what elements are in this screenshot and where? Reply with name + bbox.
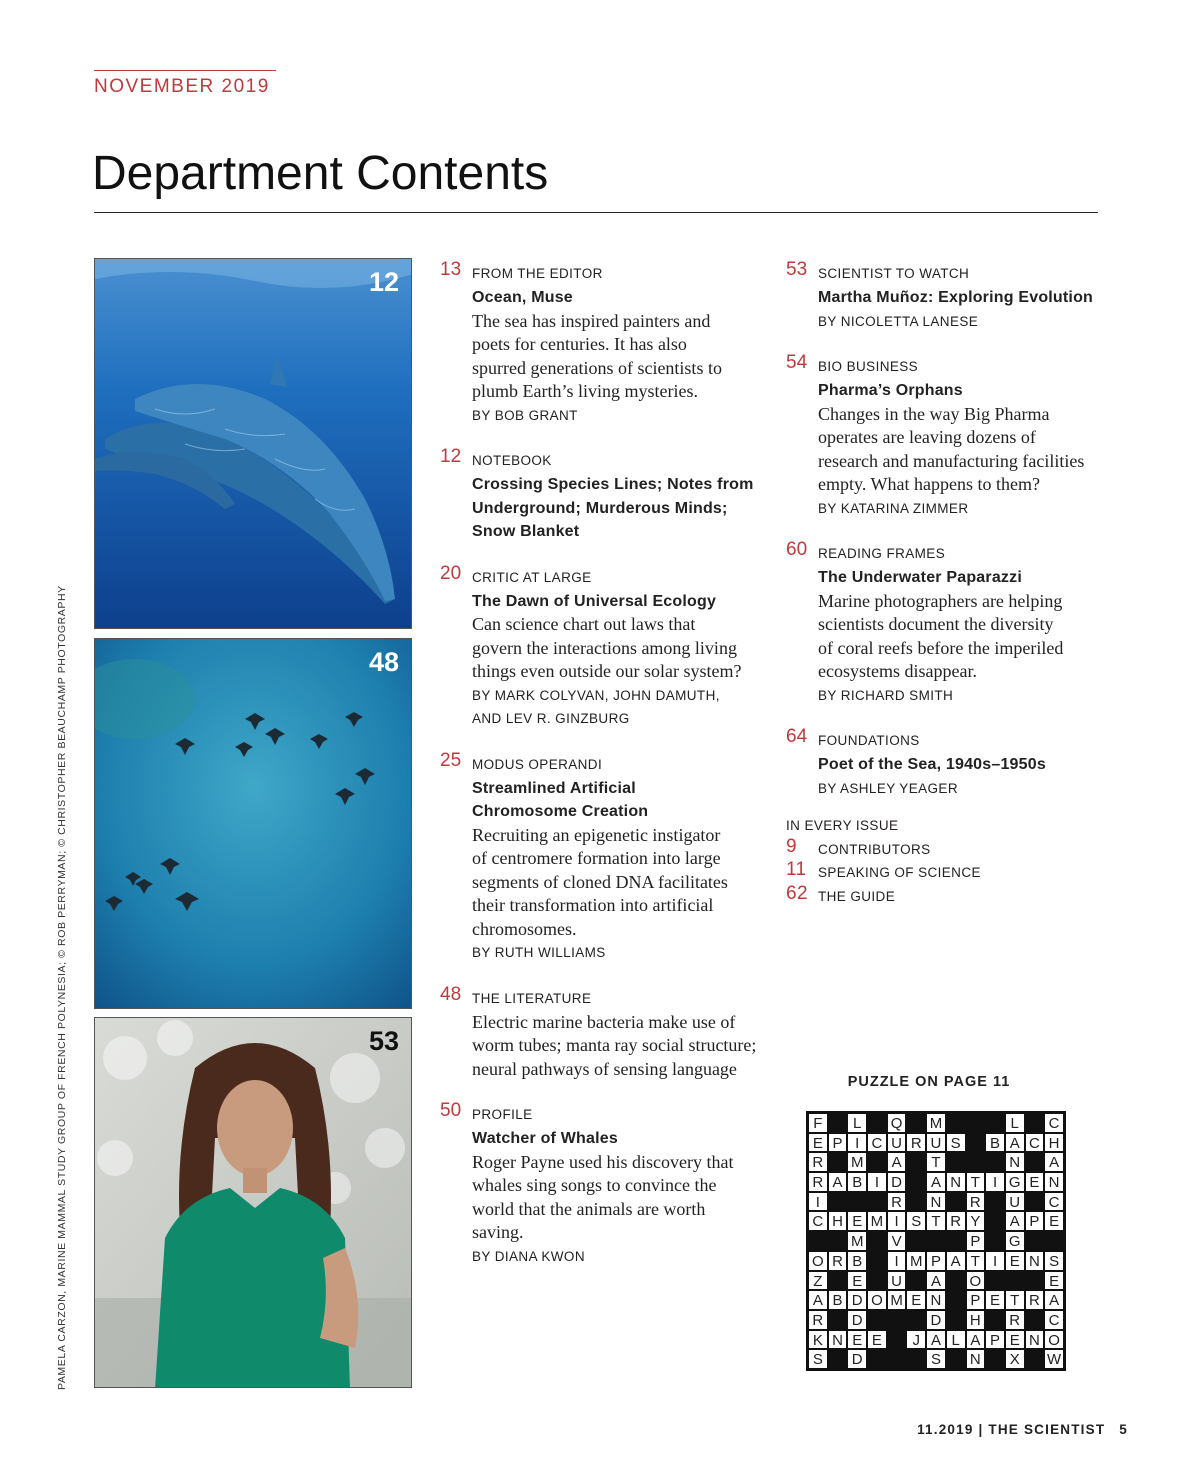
crossword-letter-cell: I	[985, 1251, 1005, 1271]
crossword-black-cell	[985, 1192, 1005, 1212]
article-byline: BY RICHARD SMITH	[818, 687, 954, 703]
crossword-black-cell	[985, 1113, 1005, 1133]
crossword-black-cell	[985, 1211, 1005, 1231]
crossword-black-cell	[1025, 1231, 1045, 1251]
article-byline: BY ASHLEY YEAGER	[818, 780, 958, 796]
crossword-letter-cell: O	[966, 1271, 986, 1291]
crossword-letter-cell: C	[1025, 1133, 1045, 1153]
article-description: of centromere formation into large	[472, 848, 721, 868]
crossword-black-cell	[946, 1231, 966, 1251]
crossword-black-cell	[1025, 1271, 1045, 1291]
article-description: segments of cloned DNA facilitates	[472, 871, 728, 892]
issue-date: NOVEMBER 2019	[94, 76, 270, 97]
crossword-letter-cell: F	[808, 1113, 828, 1133]
crossword-letter-cell: P	[828, 1133, 848, 1153]
crossword-letter-cell: I	[985, 1172, 1005, 1192]
crossword-letter-cell: R	[966, 1192, 986, 1212]
crossword-letter-cell: N	[1044, 1172, 1064, 1192]
article-byline: AND LEV R. GINZBURG	[472, 711, 630, 726]
crossword-black-cell	[926, 1231, 946, 1251]
crossword-letter-cell: N	[926, 1192, 946, 1212]
crossword-letter-cell: A	[1044, 1290, 1064, 1310]
department-name: BIO BUSINESS	[818, 359, 919, 374]
article-description: whales sing songs to convince the	[472, 1175, 717, 1195]
crossword-letter-cell: I	[867, 1172, 887, 1192]
crossword-black-cell	[828, 1192, 848, 1212]
article-headline: The Underwater Paparazzi	[818, 569, 1022, 586]
contents-entry[interactable]	[786, 726, 1116, 800]
article-description: things even outside our solar system?	[472, 661, 742, 681]
article-headline: Martha Muñoz: Exploring Evolution	[818, 289, 1094, 306]
article-byline: BY KATARINA ZIMMER	[818, 500, 969, 516]
crossword-letter-cell: A	[1005, 1133, 1025, 1153]
article-byline: BY RUTH WILLIAMS	[472, 945, 606, 960]
crossword-letter-cell: E	[906, 1290, 926, 1310]
crossword-letter-cell: J	[906, 1330, 926, 1350]
crossword-letter-cell: M	[847, 1152, 867, 1172]
crossword-black-cell	[828, 1113, 848, 1133]
article-headline: Underground; Murderous Minds;	[472, 499, 728, 517]
every-issue-item[interactable]	[786, 861, 1116, 885]
page-number: 50	[440, 1100, 462, 1121]
article-description: Changes in the way Big Pharma	[818, 403, 1050, 424]
crossword-black-cell	[1025, 1152, 1045, 1172]
department-name: NOTEBOOK	[472, 453, 552, 468]
crossword-letter-cell: R	[1005, 1310, 1025, 1330]
page-number: 20	[440, 562, 462, 584]
crossword-letter-cell: H	[828, 1211, 848, 1231]
crossword-letter-cell: T	[926, 1152, 946, 1172]
crossword-letter-cell: C	[808, 1211, 828, 1231]
crossword-letter-cell: B	[847, 1251, 867, 1271]
article-headline: Snow Blanket	[472, 523, 580, 540]
article-byline: BY BOB GRANT	[472, 407, 578, 423]
article-headline: The Dawn of Universal Ecology	[472, 592, 717, 610]
crossword-letter-cell: E	[847, 1330, 867, 1350]
crossword-letter-cell: D	[926, 1310, 946, 1330]
crossword-letter-cell: T	[926, 1211, 946, 1231]
crossword-letter-cell: I	[847, 1133, 867, 1153]
crossword-letter-cell: B	[847, 1172, 867, 1192]
article-description: Roger Payne used his discovery that	[472, 1151, 734, 1172]
crossword-letter-cell: A	[808, 1290, 828, 1310]
article-description: ecosystems disappear.	[818, 661, 977, 681]
crossword-black-cell	[867, 1113, 887, 1133]
crossword-letter-cell: S	[946, 1133, 966, 1153]
crossword-letter-cell: E	[1044, 1271, 1064, 1291]
crossword-letter-cell: L	[847, 1113, 867, 1133]
crossword-letter-cell: E	[867, 1330, 887, 1350]
article-description: operates are leaving dozens of	[818, 427, 1036, 447]
crossword-black-cell	[906, 1271, 926, 1291]
crossword-black-cell	[985, 1231, 1005, 1251]
crossword-letter-cell: O	[808, 1251, 828, 1271]
crossword-grid	[806, 1111, 1066, 1371]
page-title: Department Contents	[92, 147, 549, 200]
crossword-black-cell	[906, 1192, 926, 1212]
article-description: neural pathways of sensing language	[472, 1058, 737, 1079]
crossword-letter-cell: E	[1005, 1251, 1025, 1271]
crossword-black-cell	[985, 1271, 1005, 1291]
crossword-black-cell	[906, 1172, 926, 1192]
crossword-letter-cell: A	[1044, 1152, 1064, 1172]
crossword-black-cell	[966, 1133, 986, 1153]
every-issue-section	[786, 814, 1116, 908]
crossword-black-cell	[1025, 1349, 1045, 1369]
crossword-letter-cell: L	[1005, 1113, 1025, 1133]
crossword-letter-cell: A	[966, 1330, 986, 1350]
crossword-black-cell	[828, 1231, 848, 1251]
crossword-letter-cell: B	[985, 1133, 1005, 1153]
crossword-letter-cell: M	[867, 1211, 887, 1231]
crossword-letter-cell: N	[1005, 1152, 1025, 1172]
crossword-letter-cell: C	[867, 1133, 887, 1153]
page-footer	[917, 1422, 1128, 1437]
article-description: scientists document the diversity	[818, 614, 1054, 634]
article-headline: Streamlined Artificial	[472, 779, 636, 797]
article-byline: BY DIANA KWON	[472, 1248, 585, 1264]
crossword-letter-cell: D	[847, 1290, 867, 1310]
contents-entry[interactable]	[440, 259, 780, 427]
crossword-letter-cell: N	[1025, 1330, 1045, 1350]
crossword-letter-cell: U	[887, 1271, 907, 1291]
contents-entry[interactable]	[440, 983, 780, 1082]
crossword-letter-cell: Z	[808, 1271, 828, 1291]
article-description: spurred generations of scientists to	[472, 357, 722, 378]
crossword-black-cell	[887, 1330, 907, 1350]
crossword-letter-cell: M	[906, 1251, 926, 1271]
crossword-black-cell	[906, 1310, 926, 1330]
photo-page-number: 48	[368, 647, 399, 677]
article-byline: BY MARK COLYVAN, JOHN DAMUTH,	[472, 687, 720, 703]
crossword-letter-cell: E	[847, 1211, 867, 1231]
crossword-black-cell	[985, 1152, 1005, 1172]
crossword-letter-cell: B	[828, 1290, 848, 1310]
crossword-letter-cell: Q	[887, 1113, 907, 1133]
crossword-black-cell	[867, 1192, 887, 1212]
crossword-letter-cell: I	[887, 1251, 907, 1271]
crossword-letter-cell: E	[1044, 1211, 1064, 1231]
crossword-black-cell	[1005, 1271, 1025, 1291]
page-number: 60	[786, 539, 808, 560]
article-description: poets for centuries. It has also	[472, 334, 687, 354]
crossword-letter-cell: R	[808, 1310, 828, 1330]
article-description: plumb Earth’s living mysteries.	[472, 381, 698, 401]
crossword-letter-cell: T	[966, 1172, 986, 1192]
department-name: READING FRAMES	[818, 546, 946, 561]
crossword-black-cell	[1044, 1231, 1064, 1251]
footer-issue: 11.2019 | THE SCIENTIST	[917, 1422, 1106, 1437]
crossword-letter-cell: U	[1005, 1192, 1025, 1212]
article-description: research and manufacturing facilities	[818, 450, 1085, 471]
crossword-letter-cell: H	[1044, 1133, 1064, 1153]
crossword-letter-cell: E	[985, 1290, 1005, 1310]
puzzle-label: PUZZLE ON PAGE 11	[847, 1074, 1011, 1090]
article-description: saving.	[472, 1222, 524, 1242]
contents-entry[interactable]	[440, 1100, 780, 1268]
crossword-black-cell	[906, 1152, 926, 1172]
crossword-black-cell	[985, 1310, 1005, 1330]
department-name: FOUNDATIONS	[818, 733, 920, 748]
crossword-letter-cell: I	[887, 1211, 907, 1231]
crossword-letter-cell: E	[1005, 1330, 1025, 1350]
crossword-letter-cell: N	[1025, 1251, 1045, 1271]
crossword-letter-cell: Y	[966, 1211, 986, 1231]
crossword-black-cell	[867, 1349, 887, 1369]
crossword-letter-cell: V	[887, 1231, 907, 1251]
page-number: 12	[440, 446, 462, 467]
crossword-letter-cell: S	[926, 1349, 946, 1369]
crossword-letter-cell: L	[946, 1330, 966, 1350]
article-description: their transformation into artificial	[472, 895, 714, 915]
crossword-black-cell	[867, 1231, 887, 1251]
crossword-letter-cell: N	[946, 1172, 966, 1192]
department-name: THE LITERATURE	[472, 990, 592, 1006]
department-name: PROFILE	[472, 1107, 533, 1122]
crossword-letter-cell: W	[1044, 1349, 1064, 1369]
item-label: THE GUIDE	[818, 888, 896, 904]
crossword-letter-cell: H	[966, 1310, 986, 1330]
crossword-black-cell	[1025, 1113, 1045, 1133]
issue-date-rule	[94, 70, 276, 71]
crossword-letter-cell: P	[966, 1231, 986, 1251]
department-name: FROM THE EDITOR	[472, 266, 603, 281]
department-name: MODUS OPERANDI	[472, 756, 603, 772]
crossword-black-cell	[847, 1192, 867, 1212]
crossword-black-cell	[887, 1310, 907, 1330]
crossword-letter-cell: O	[867, 1290, 887, 1310]
article-byline: BY NICOLETTA LANESE	[818, 313, 979, 329]
page-number: 48	[440, 983, 462, 1005]
crossword-black-cell	[1025, 1310, 1045, 1330]
crossword-letter-cell: A	[887, 1152, 907, 1172]
crossword-black-cell	[828, 1349, 848, 1369]
crossword-black-cell	[887, 1349, 907, 1369]
article-description: Marine photographers are helping	[818, 590, 1063, 611]
crossword-black-cell	[946, 1349, 966, 1369]
crossword-letter-cell: A	[926, 1330, 946, 1350]
crossword-black-cell	[1025, 1192, 1045, 1212]
crossword-letter-cell: C	[1044, 1310, 1064, 1330]
crossword-letter-cell: D	[887, 1172, 907, 1192]
crossword-letter-cell: G	[1005, 1172, 1025, 1192]
item-label: CONTRIBUTORS	[818, 841, 931, 857]
crossword-black-cell	[946, 1310, 966, 1330]
contents-left-column	[440, 259, 780, 1268]
crossword-black-cell	[966, 1113, 986, 1133]
crossword-letter-cell: A	[926, 1172, 946, 1192]
crossword-letter-cell: U	[926, 1133, 946, 1153]
page-number: 54	[786, 352, 808, 373]
crossword-letter-cell: C	[1044, 1113, 1064, 1133]
photo-credit: PAMELA CARZON, MARINE MAMMAL STUDY GROUP OF FRENCH POLYNESIA; © ROB PERRYMAN; © CHRISTOPHER BEAUCHAMP PHOTOGRAPHY	[56, 585, 68, 1390]
crossword-letter-cell: E	[847, 1271, 867, 1291]
contents-right-column	[786, 259, 1116, 908]
title-divider	[94, 212, 1098, 213]
every-issue-item[interactable]	[786, 882, 1116, 909]
crossword-letter-cell: A	[828, 1172, 848, 1192]
crossword-letter-cell: R	[946, 1211, 966, 1231]
crossword-black-cell	[828, 1152, 848, 1172]
crossword-black-cell	[867, 1271, 887, 1291]
page-number: 64	[786, 726, 808, 747]
crossword-letter-cell: R	[808, 1172, 828, 1192]
article-headline: Poet of the Sea, 1940s–1950s	[818, 756, 1046, 773]
crossword-letter-cell: D	[847, 1349, 867, 1369]
portrait-photo	[94, 1017, 412, 1388]
crossword-black-cell	[966, 1152, 986, 1172]
crossword-black-cell	[906, 1113, 926, 1133]
crossword-letter-cell: E	[808, 1133, 828, 1153]
page-number: 53	[786, 259, 808, 280]
crossword-letter-cell: R	[828, 1251, 848, 1271]
crossword-black-cell	[946, 1290, 966, 1310]
crossword-letter-cell: T	[1005, 1290, 1025, 1310]
crossword-letter-cell: T	[966, 1251, 986, 1271]
crossword-black-cell	[867, 1251, 887, 1271]
crossword-letter-cell: C	[1044, 1192, 1064, 1212]
every-issue-title: IN EVERY ISSUE	[786, 818, 899, 833]
article-description: of coral reefs before the imperiled	[818, 637, 1064, 658]
crossword-black-cell	[828, 1310, 848, 1330]
photo-page-number: 53	[368, 1026, 399, 1056]
crossword-black-cell	[828, 1271, 848, 1291]
crossword-black-cell	[808, 1231, 828, 1251]
article-description: The sea has inspired painters and	[472, 310, 711, 331]
crossword-letter-cell: S	[1044, 1251, 1064, 1271]
crossword-letter-cell: S	[906, 1211, 926, 1231]
crossword-letter-cell: N	[966, 1349, 986, 1369]
crossword-letter-cell: N	[926, 1290, 946, 1310]
article-description: Can science chart out laws that	[472, 614, 696, 634]
crossword-black-cell	[946, 1192, 966, 1212]
crossword-letter-cell: P	[966, 1290, 986, 1310]
crossword-letter-cell: R	[906, 1133, 926, 1153]
article-headline: Ocean, Muse	[472, 289, 573, 306]
article-description: world that the animals are worth	[472, 1198, 706, 1219]
crossword-black-cell	[867, 1310, 887, 1330]
crossword-letter-cell: R	[887, 1192, 907, 1212]
crossword-letter-cell: N	[828, 1330, 848, 1350]
item-label: SPEAKING OF SCIENCE	[818, 865, 981, 880]
article-description: Recruiting an epigenetic instigator	[472, 824, 721, 845]
page-number: 62	[786, 882, 808, 904]
article-description: empty. What happens to them?	[818, 474, 1040, 494]
crossword-black-cell	[985, 1349, 1005, 1369]
article-headline: Watcher of Whales	[472, 1130, 618, 1147]
crossword-letter-cell: P	[926, 1251, 946, 1271]
crossword-letter-cell: A	[1005, 1211, 1025, 1231]
crossword-black-cell	[946, 1113, 966, 1133]
crossword-letter-cell: R	[1025, 1290, 1045, 1310]
crossword-black-cell	[906, 1349, 926, 1369]
crossword-black-cell	[946, 1271, 966, 1291]
crossword-letter-cell: E	[1025, 1172, 1045, 1192]
article-description: chromosomes.	[472, 918, 577, 939]
footer-page-number: 5	[1119, 1422, 1128, 1437]
crossword-letter-cell: G	[1005, 1231, 1025, 1251]
contents-entry[interactable]	[786, 259, 1116, 333]
manta-rays-photo	[94, 638, 412, 1009]
contents-entry[interactable]	[440, 749, 780, 965]
crossword-letter-cell: A	[926, 1271, 946, 1291]
page-number: 9	[786, 835, 797, 857]
article-headline: Pharma’s Orphans	[818, 382, 963, 399]
department-name: CRITIC AT LARGE	[472, 569, 592, 585]
article-description: worm tubes; manta ray social structure;	[472, 1035, 757, 1055]
crossword-letter-cell: R	[808, 1152, 828, 1172]
page-number: 25	[440, 749, 462, 771]
crossword-letter-cell: X	[1005, 1349, 1025, 1369]
photo-page-number: 12	[368, 267, 399, 297]
crossword-black-cell	[906, 1231, 926, 1251]
crossword-letter-cell: M	[847, 1231, 867, 1251]
crossword-letter-cell: U	[887, 1133, 907, 1153]
page-number: 13	[440, 259, 462, 280]
contents-entry[interactable]	[440, 446, 780, 544]
every-issue-item[interactable]	[786, 835, 1116, 862]
crossword-letter-cell: M	[926, 1113, 946, 1133]
department-name: SCIENTIST TO WATCH	[818, 266, 970, 281]
crossword-letter-cell: K	[808, 1330, 828, 1350]
dolphins-photo	[94, 258, 412, 629]
crossword-letter-cell: S	[808, 1349, 828, 1369]
article-headline: Crossing Species Lines; Notes from	[472, 476, 754, 493]
page-number: 11	[786, 859, 807, 880]
crossword-letter-cell: I	[808, 1192, 828, 1212]
crossword-black-cell	[946, 1152, 966, 1172]
crossword-letter-cell: P	[985, 1330, 1005, 1350]
contents-entry[interactable]	[786, 539, 1116, 707]
crossword-letter-cell: O	[1044, 1330, 1064, 1350]
crossword-letter-cell: M	[887, 1290, 907, 1310]
contents-entry[interactable]	[440, 562, 780, 731]
contents-entry[interactable]	[786, 352, 1116, 520]
crossword-black-cell	[867, 1152, 887, 1172]
crossword-letter-cell: A	[946, 1251, 966, 1271]
article-description: govern the interactions among living	[472, 637, 737, 658]
article-headline: Chromosome Creation	[472, 803, 649, 820]
article-description: Electric marine bacteria make use of	[472, 1011, 736, 1032]
crossword-letter-cell: D	[847, 1310, 867, 1330]
crossword-letter-cell: P	[1025, 1211, 1045, 1231]
